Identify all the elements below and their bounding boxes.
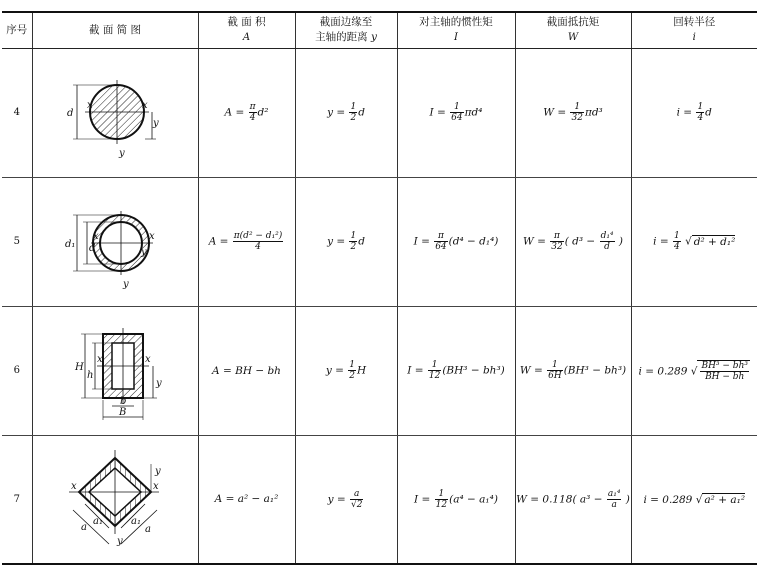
svg-text:x: x <box>93 230 99 242</box>
svg-text:y: y <box>156 377 162 389</box>
modulus-formula-5: W = $\frac{\pi}{32}$ ( d³ − $\frac{\text{d₁⁴}}{d}$ ) <box>515 177 631 306</box>
table-row-7 <box>2 435 757 564</box>
svg-text:a₁: a₁ <box>131 516 141 528</box>
header-seq: 序号 <box>2 12 32 48</box>
area-formula-6: A = BH − bh <box>198 306 295 435</box>
radius-formula-4: i = $\frac{1}{4}$ d <box>631 48 757 177</box>
distance-formula-5: y = $\frac{1}{2}$ d <box>295 177 397 306</box>
header-radius: 回转半径 i <box>631 12 757 48</box>
radius-formula-6: i = 0.289 √ $\frac{\text{BH³ − bh³}}{BH - bh}$ <box>631 306 757 435</box>
inertia-formula-7: I = $\frac{1}{12}$ (a⁴ − a₁⁴) <box>397 435 515 564</box>
svg-text:d: d <box>67 107 74 119</box>
svg-text:d: d <box>89 242 96 254</box>
header-distance: 截面边缘至 主轴的距离 y <box>295 12 397 48</box>
hollow-rectangle-diagram <box>32 306 198 435</box>
hollow-rectangle-figure <box>55 316 175 426</box>
svg-text:y: y <box>153 117 159 129</box>
header-inertia: 对主轴的惯性矩 I <box>397 12 515 48</box>
section-properties-table <box>2 11 757 565</box>
svg-text:x: x <box>87 99 93 111</box>
svg-text:y: y <box>155 466 161 478</box>
solid-circle-diagram <box>32 48 198 177</box>
hollow-diamond-diagram <box>32 435 198 564</box>
svg-text:x: x <box>97 353 103 365</box>
svg-text:x: x <box>142 99 148 111</box>
svg-text:y: y <box>119 147 125 159</box>
solid-circle-figure <box>55 58 175 168</box>
svg-text:a: a <box>81 522 87 534</box>
area-formula-7: A = a² − a₁² <box>198 435 295 564</box>
table-row-5 <box>2 177 757 306</box>
area-formula-5: A = $\frac{\text{π(d² − d₁²)}}{4}$ <box>198 177 295 306</box>
header-area: 截 面 积 A <box>198 12 295 48</box>
header-modulus: 截面抵抗矩 W <box>515 12 631 48</box>
table-row-4 <box>2 48 757 177</box>
svg-text:H: H <box>75 361 84 373</box>
modulus-formula-7: W = 0.118( a³ − $\frac{\text{a₁⁴}}{a}$ ) <box>515 435 631 564</box>
row-number: 6 <box>2 306 32 435</box>
header-diagram: 截 面 简 图 <box>32 12 198 48</box>
table-row-6 <box>2 306 757 435</box>
svg-text:y: y <box>141 246 147 258</box>
row-number: 7 <box>2 435 32 564</box>
hollow-diamond-figure <box>55 444 175 554</box>
distance-formula-6: y = $\frac{1}{2}$ H <box>295 306 397 435</box>
svg-text:B: B <box>119 406 127 418</box>
header-row <box>2 12 757 48</box>
svg-text:b: b <box>120 395 127 407</box>
inertia-formula-5: I = $\frac{\pi}{64}$ (d⁴ − d₁⁴) <box>397 177 515 306</box>
svg-text:y: y <box>123 278 129 290</box>
svg-text:y: y <box>117 536 123 548</box>
inertia-formula-4: I = $\frac{1}{64}$ πd⁴ <box>397 48 515 177</box>
svg-text:a: a <box>145 524 151 536</box>
svg-text:x: x <box>153 481 159 493</box>
svg-text:x: x <box>71 481 77 493</box>
modulus-formula-4: W = $\frac{1}{32}$ πd³ <box>515 48 631 177</box>
radius-formula-5: i = $\frac{1}{4}$ √ d² + d₁² <box>631 177 757 306</box>
distance-formula-7: y = $\frac{a}{√2}$ <box>295 435 397 564</box>
svg-text:d₁: d₁ <box>65 238 76 250</box>
modulus-formula-6: W = $\frac{1}{6H}$ (BH³ − bh³) <box>515 306 631 435</box>
distance-formula-4: y = $\frac{1}{2}$ d <box>295 48 397 177</box>
row-number: 5 <box>2 177 32 306</box>
svg-text:h: h <box>87 369 94 381</box>
area-formula-4: A = $\frac{\pi}{4}$ d² <box>198 48 295 177</box>
hollow-circle-figure <box>55 187 175 297</box>
row-number: 4 <box>2 48 32 177</box>
svg-text:x: x <box>145 353 151 365</box>
svg-text:x: x <box>149 230 155 242</box>
svg-text:a₁: a₁ <box>93 516 103 528</box>
inertia-formula-6: I = $\frac{1}{12}$ (BH³ − bh³) <box>397 306 515 435</box>
hollow-circle-diagram <box>32 177 198 306</box>
radius-formula-7: i = 0.289 √ a² + a₁² <box>631 435 757 564</box>
